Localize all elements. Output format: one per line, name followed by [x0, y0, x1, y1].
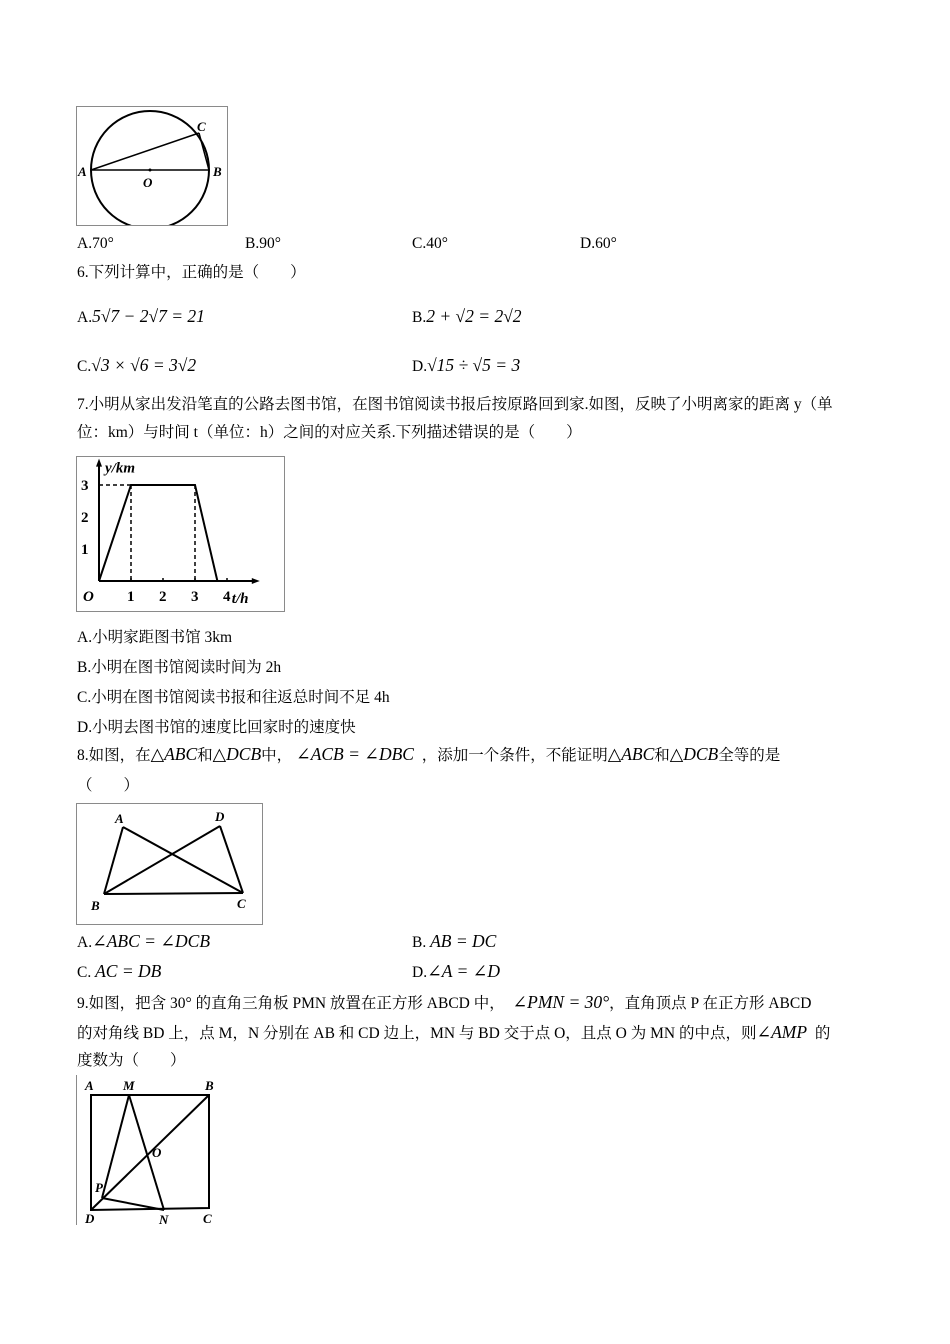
q5-option-c[interactable]: C.40°: [412, 235, 448, 252]
q7-stem-line1: 7.小明从家出发沿笔直的公路去图书馆，在图书馆阅读书报后按原路回到家.如图，反映了小明离家的距离 y（单: [77, 396, 833, 413]
q9-stem-line1: [77, 992, 811, 1014]
label-p: P: [95, 1180, 103, 1195]
q8-option-a-expr: ∠ABC = ∠DCB: [92, 931, 211, 951]
q7-option-c[interactable]: C.小明在图书馆阅读书报和往返总时间不足 4h: [77, 689, 390, 706]
label-a: A: [78, 164, 87, 179]
q8-option-b-expr: AB = DC: [430, 931, 497, 951]
q8-option-b[interactable]: [412, 931, 496, 953]
q5-option-d[interactable]: D.60°: [580, 235, 617, 252]
q9-stem-line2: [77, 1022, 830, 1044]
label-c: C: [203, 1211, 212, 1225]
q8-option-d[interactable]: [412, 961, 500, 983]
label-m: M: [123, 1078, 135, 1093]
q5-option-a[interactable]: A.70°: [77, 235, 114, 252]
q6-option-c-expr: √3 × √6 = 3√2: [91, 355, 197, 375]
q6-option-d-letter: D.: [412, 358, 428, 375]
y-tick-label: 2: [81, 510, 89, 526]
x-tick-label: 4: [223, 589, 231, 605]
label-a: A: [85, 1078, 94, 1093]
q6-option-a-expr: 5√7 − 2√7 = 21: [92, 306, 205, 326]
q9-line2-start: 的对角线 BD 上，点 M，N 分别在 AB 和 CD 边上，MN 与 BD 交于点 O，且点 O 为 MN 的中点，则: [77, 1025, 757, 1042]
x-tick-label: 2: [159, 589, 167, 605]
y-tick-label: 3: [81, 478, 89, 494]
q9-line1-end: ，直角顶点 P 在正方形 ABCD: [609, 995, 812, 1012]
x-axis-label: t/h: [231, 591, 249, 607]
q8-stem-end: ，添加一个条件，不能证明: [421, 747, 608, 764]
series-line-y: [99, 485, 217, 581]
q7-distance-time-chart: [76, 456, 285, 612]
q6-option-c[interactable]: [77, 355, 196, 377]
q7-option-d[interactable]: D.小明去图书馆的速度比回家时的速度快: [77, 719, 356, 736]
q8-and2: 和: [654, 747, 670, 764]
q8-option-a[interactable]: [77, 931, 210, 953]
q9-line1-angle: ∠PMN = 30°: [512, 992, 610, 1012]
label-c: C: [237, 896, 246, 911]
q8-option-d-expr: ∠A = ∠D: [427, 961, 500, 981]
chord-cb: [199, 133, 209, 170]
q8-option-c[interactable]: [77, 961, 161, 983]
q6-option-b[interactable]: [412, 306, 522, 328]
chord-ac: [91, 133, 199, 170]
q8-mid: 中，: [261, 747, 293, 764]
q8-tri3: △ABC: [607, 744, 655, 764]
diagonal-bd: [91, 1095, 209, 1210]
q9-line2-end: 的: [814, 1025, 831, 1042]
label-d: D: [85, 1211, 95, 1225]
q7-chart-svg: [77, 457, 284, 611]
y-axis-label: y/km: [105, 460, 135, 477]
label-o: O: [143, 175, 153, 190]
q7-option-a[interactable]: A.小明家距图书馆 3km: [77, 629, 233, 646]
center-dot: [149, 169, 152, 172]
q8-paren: （ ）: [77, 777, 140, 794]
label-a: A: [115, 811, 124, 826]
q8-condition: ∠ACB = ∠DBC: [296, 744, 414, 764]
label-b: B: [91, 898, 100, 913]
q8-option-c-letter: C.: [77, 964, 92, 981]
q8-stem: [77, 744, 780, 766]
y-tick-label: 1: [81, 542, 89, 558]
q6-option-d-expr: √15 ÷ √5 = 3: [427, 355, 521, 375]
q8-triangles-figure: [76, 803, 263, 925]
q8-tri1: △ABC: [150, 744, 198, 764]
q8-tri4: △DCB: [669, 744, 719, 764]
q8-tail: 全等的是: [718, 747, 781, 764]
q5-option-b[interactable]: B.90°: [245, 235, 281, 252]
x-tick-label: 3: [191, 589, 199, 605]
q9-square-figure: [76, 1075, 226, 1225]
q9-stem-line3: 度数为（ ）: [77, 1052, 186, 1069]
origin-label: O: [83, 589, 94, 605]
q8-option-a-letter: A.: [77, 934, 93, 951]
q6-option-a[interactable]: [77, 306, 205, 328]
label-n: N: [159, 1212, 169, 1225]
q8-option-d-letter: D.: [412, 964, 428, 981]
q6-stem: 6.下列计算中，正确的是（ ）: [77, 264, 306, 281]
circle-o: [91, 111, 209, 225]
label-b: B: [205, 1078, 214, 1093]
q8-stem-start: 8.如图，在: [77, 747, 151, 764]
q8-option-c-expr: AC = DB: [95, 961, 162, 981]
q9-line2-angle: ∠AMP: [756, 1022, 808, 1042]
label-b: B: [213, 164, 222, 179]
x-axis-arrow: [252, 578, 260, 584]
label-o: O: [152, 1145, 162, 1160]
q5-circle-figure: [76, 106, 228, 226]
seg-ac: [123, 827, 243, 893]
q6-option-b-expr: 2 + √2 = 2√2: [426, 306, 522, 326]
seg-bc: [104, 893, 243, 894]
q7-stem-line2: 位：km）与时间 t（单位：h）之间的对应关系.下列描述错误的是（ ）: [77, 424, 582, 441]
q6-option-d[interactable]: [412, 355, 520, 377]
q8-tri2: △DCB: [212, 744, 262, 764]
q6-option-c-letter: C.: [77, 358, 92, 375]
q9-line1-start: 9.如图，把含 30° 的直角三角板 PMN 放置在正方形 ABCD 中，: [77, 995, 505, 1012]
label-d: D: [215, 809, 225, 824]
seg-pn: [102, 1198, 164, 1210]
x-tick-label: 1: [127, 589, 135, 605]
seg-mp: [102, 1095, 129, 1198]
q6-option-b-letter: B.: [412, 309, 427, 326]
y-axis-arrow: [96, 459, 102, 467]
q6-option-a-letter: A.: [77, 309, 93, 326]
q8-option-b-letter: B.: [412, 934, 427, 951]
q8-and: 和: [197, 747, 213, 764]
label-c: C: [197, 119, 206, 134]
q7-option-b[interactable]: B.小明在图书馆阅读时间为 2h: [77, 659, 282, 676]
